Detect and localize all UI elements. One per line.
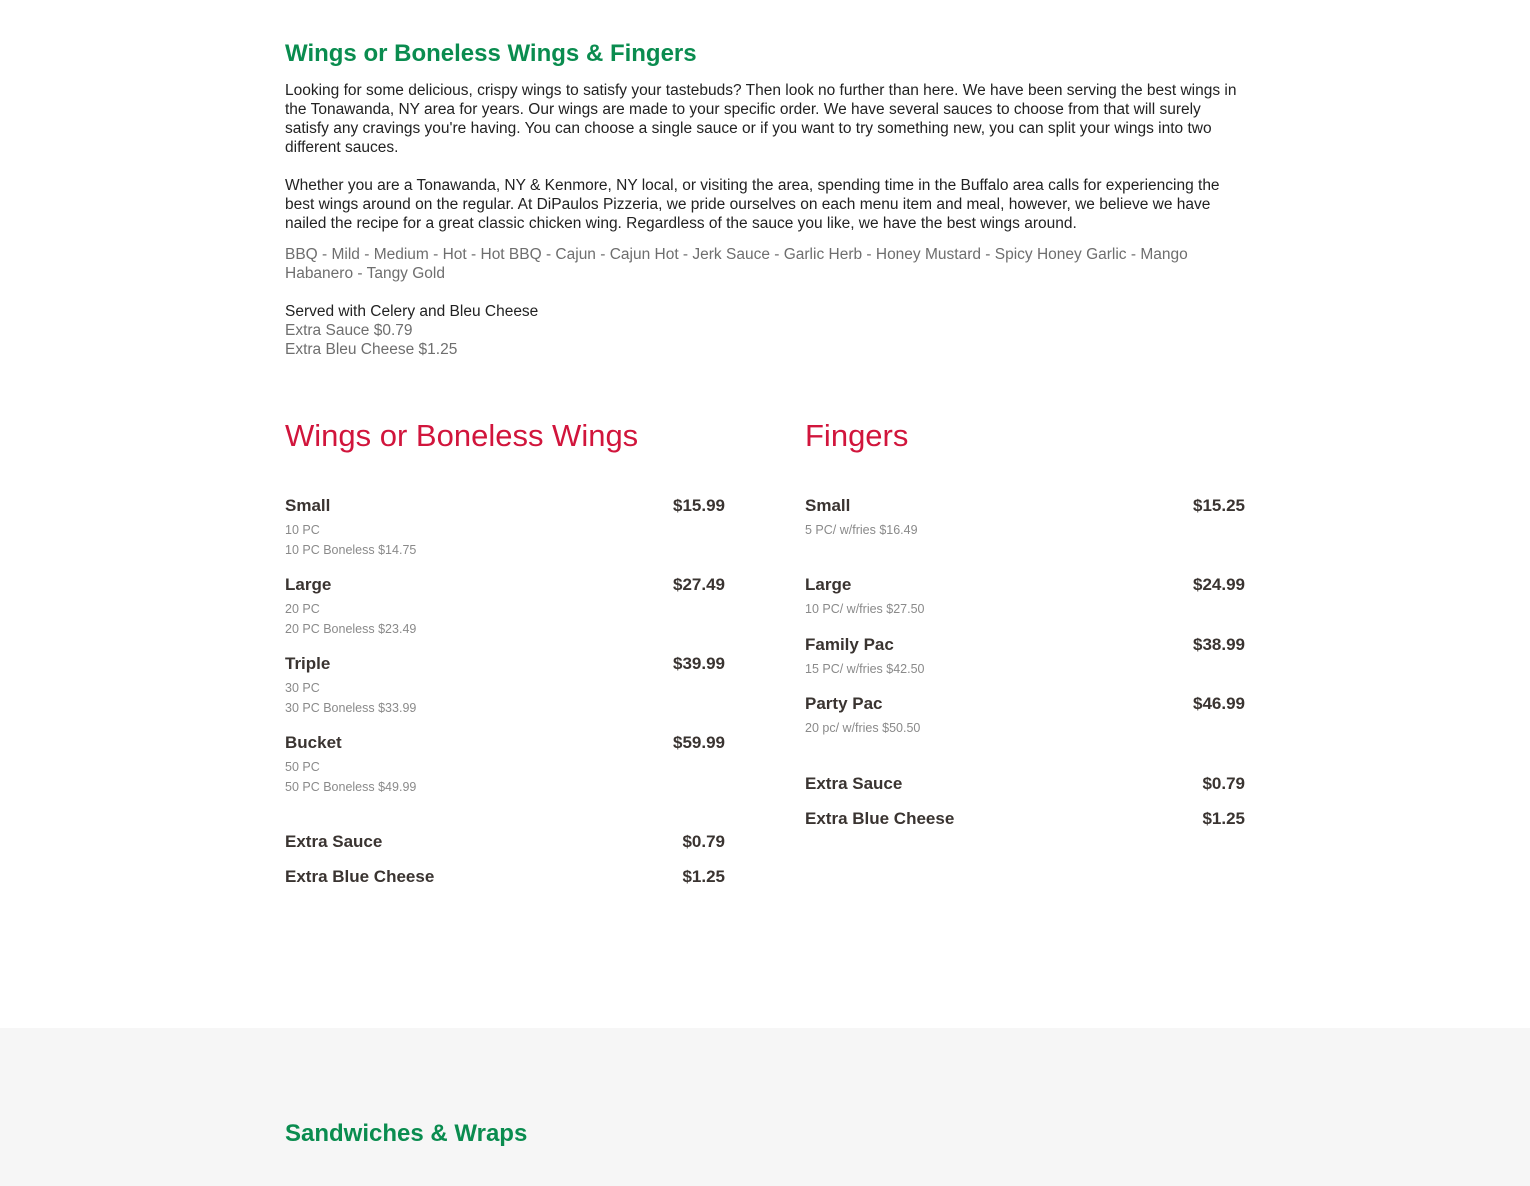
menu-item-name: Extra Sauce xyxy=(285,832,383,851)
wings-menu-title: Wings or Boneless Wings xyxy=(285,418,639,453)
menu-item-desc-line: 20 PC Boneless $23.49 xyxy=(285,622,417,636)
menu-item-name: Family Pac xyxy=(805,635,894,654)
wings-menu-column xyxy=(285,418,725,886)
menu-item-desc xyxy=(285,678,416,718)
menu-item-desc-line: 10 PC Boneless $14.75 xyxy=(285,543,417,557)
fingers-menu-column xyxy=(805,418,1245,828)
menu-item-desc-line: 5 PC/ w/fries $16.49 xyxy=(805,523,918,537)
menu-item-desc-line: 10 PC/ w/fries $27.50 xyxy=(805,602,925,616)
menu-item-desc-line: 20 pc/ w/fries $50.50 xyxy=(805,721,921,735)
menu-item-price: $59.99 xyxy=(673,733,725,752)
menu-item-desc xyxy=(285,757,416,797)
menu-item-desc xyxy=(285,520,416,560)
menu-item-desc-line: 15 PC/ w/fries $42.50 xyxy=(805,662,925,676)
fingers-menu-title: Fingers xyxy=(805,418,909,453)
menu-item-desc-line: 30 PC Boneless $33.99 xyxy=(285,701,417,715)
menu-item-name: Bucket xyxy=(285,733,342,752)
menu-item-desc-line: 20 PC xyxy=(285,602,320,616)
menu-item-name: Small xyxy=(805,496,851,515)
menu-item-name: Triple xyxy=(285,654,331,673)
menu-item-price: $24.99 xyxy=(1193,575,1245,594)
menu-item-price: $0.79 xyxy=(682,832,725,851)
menu-item-price: $39.99 xyxy=(673,654,725,673)
menu-item-desc xyxy=(805,718,920,738)
menu-item-desc xyxy=(285,599,416,639)
menu-item-name: Extra Blue Cheese xyxy=(805,809,955,828)
menu-item-desc-line: 50 PC Boneless $49.99 xyxy=(285,780,417,794)
menu-item-price: $15.25 xyxy=(1193,496,1245,515)
menu-item-desc-line: 50 PC xyxy=(285,760,320,774)
menu-item-price: $1.25 xyxy=(682,867,725,886)
sauce-list: BBQ - Mild - Medium - Hot - Hot BBQ - Cajun - Cajun Hot - Jerk Sauce - Garlic Herb - Honey Mustard - Spicy Honey Garlic - Mango Habanero - Tangy Gold xyxy=(285,246,1188,282)
section-title-wings: Wings or Boneless Wings & Fingers xyxy=(285,40,697,67)
menu-item-desc xyxy=(805,659,925,679)
extra-sauce-text: Extra Sauce $0.79 xyxy=(285,322,413,339)
extra-bleu-text: Extra Bleu Cheese $1.25 xyxy=(285,341,458,358)
menu-item-name: Large xyxy=(285,575,332,594)
menu-item-price: $15.99 xyxy=(673,496,725,515)
menu-item-name: Small xyxy=(285,496,331,515)
intro-paragraph-1: Looking for some delicious, crispy wings to satisfy your tastebuds? Then look no further than here. We have been serving the best wings in the Tonawanda, NY area for years. Our wings are made to your specific order. We have several sauces to choose from that will surely satisfy any cravings you're having. You can choose a single sauce or if you want to try something new, you can split your wings into two different sauces. xyxy=(285,82,1237,156)
menu-item-name: Extra Blue Cheese xyxy=(285,867,435,886)
menu-item-name: Party Pac xyxy=(805,694,883,713)
menu-item-name: Large xyxy=(805,575,852,594)
menu-item-price: $38.99 xyxy=(1193,635,1245,654)
menu-item-price: $46.99 xyxy=(1193,694,1245,713)
menu-item-desc xyxy=(805,599,925,619)
menu-item-desc-line: 30 PC xyxy=(285,681,320,695)
menu-item-name: Extra Sauce xyxy=(805,774,903,793)
menu-item-price: $0.79 xyxy=(1202,774,1245,793)
intro-text xyxy=(285,81,1245,252)
menu-item-desc-line: 10 PC xyxy=(285,523,320,537)
menu-item-price: $1.25 xyxy=(1202,809,1245,828)
menu-item-price: $27.49 xyxy=(673,575,725,594)
sandwiches-section xyxy=(0,1028,1530,1186)
section-title-sandwiches: Sandwiches & Wraps xyxy=(285,1120,528,1147)
menu-item-desc xyxy=(805,520,918,540)
extras-info xyxy=(285,302,1245,359)
served-with-text: Served with Celery and Bleu Cheese xyxy=(285,303,539,320)
intro-paragraph-2: Whether you are a Tonawanda, NY & Kenmore, NY local, or visiting the area, spending time in the Buffalo area calls for experiencing the best wings around on the regular. At DiPaulos Pizzeria, we pride ourselves on each menu item and meal, however, we believe we have nailed the recipe for a great classic chicken wing. Regardless of the sauce you like, we have the best wings around. xyxy=(285,177,1220,232)
